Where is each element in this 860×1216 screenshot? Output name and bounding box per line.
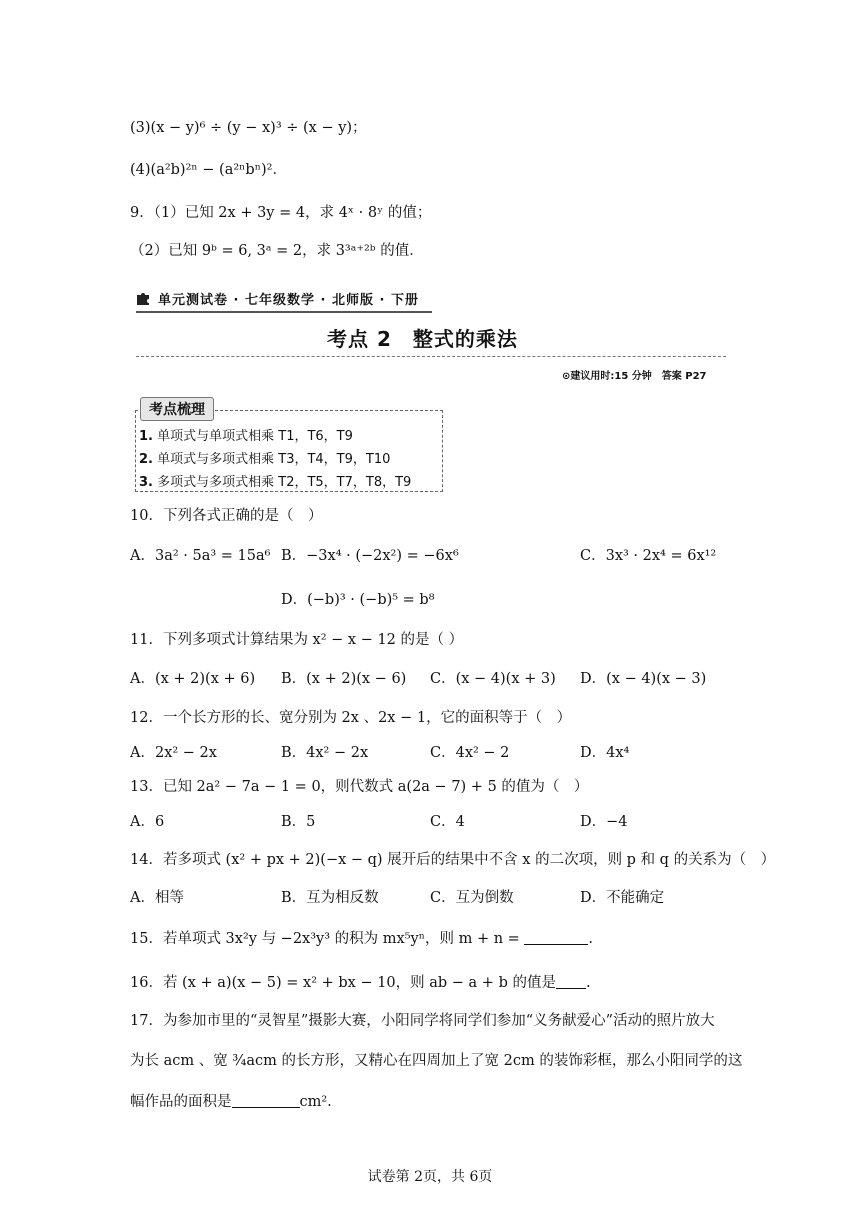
page-footer: 试卷第 2页，共 6页 bbox=[367, 1169, 493, 1185]
q14-option-a: A．相等 bbox=[130, 890, 184, 906]
book-header bbox=[136, 287, 432, 311]
q14-option-c: C．互为倒数 bbox=[430, 890, 514, 906]
q11-option-d: D．(x − 4)(x − 3) bbox=[580, 671, 707, 687]
q8-item-4: (4)(a²b)²ⁿ − (a²ⁿbⁿ)²． bbox=[130, 162, 287, 178]
q17-line-3: 幅作品的面积是 cm². bbox=[130, 1094, 332, 1110]
q16-line: 16．若 (x + a)(x − 5) = x² + bx − 10，则 ab − a + b 的值是 . bbox=[130, 975, 591, 991]
q10-stem: 10．下列各式正确的是（ ） bbox=[130, 508, 323, 524]
q12-option-d: D．4x⁴ bbox=[580, 745, 630, 761]
q14-option-d: D．不能确定 bbox=[580, 890, 665, 906]
q11-stem: 11．下列多项式计算结果为 x² − x − 12 的是（ ） bbox=[130, 632, 464, 648]
summary-item-3: 3. 多项式与多项式相乘 T2，T5，T7，T8，T9 bbox=[139, 475, 412, 490]
q12-option-c: C．4x² − 2 bbox=[430, 745, 510, 761]
q11-option-c: C．(x − 4)(x + 3) bbox=[430, 671, 556, 687]
title-divider bbox=[136, 356, 726, 357]
q12-option-b: B．4x² − 2x bbox=[281, 745, 369, 761]
q13-option-d: D．−4 bbox=[580, 814, 628, 830]
q9-part-1: 9．（1）已知 2x + 3y = 4，求 4ˣ · 8ʸ 的值； bbox=[130, 205, 432, 221]
q15-answer-blank bbox=[524, 930, 588, 945]
q11-option-b: B．(x + 2)(x − 6) bbox=[281, 671, 407, 687]
q17-answer-blank bbox=[232, 1093, 300, 1108]
header-rule bbox=[136, 311, 432, 313]
q12-option-a: A．2x² − 2x bbox=[130, 745, 217, 761]
q14-stem: 14．若多项式 (x² + px + 2)(−x − q) 展开后的结果中不含 x 的二次项，则 p 和 q 的关系为（ ） bbox=[130, 852, 776, 868]
q11-option-a: A．(x + 2)(x + 6) bbox=[130, 671, 256, 687]
q13-option-a: A．6 bbox=[130, 814, 165, 830]
q13-stem: 13．已知 2a² − 7a − 1 = 0，则代数式 a(2a − 7) + 5 的值为（ ） bbox=[130, 779, 589, 795]
q13-option-b: B．5 bbox=[281, 814, 316, 830]
q14-option-b: B．互为相反数 bbox=[281, 890, 379, 906]
q10-option-a: A．3a² · 5a³ = 15a⁶ bbox=[130, 548, 271, 564]
q10-option-c: C．3x³ · 2x⁴ = 6x¹² bbox=[580, 548, 717, 564]
summary-tag: 考点梳理 bbox=[140, 397, 214, 421]
q17-line-2: 为长 acm 、宽 ¾acm 的长方形，又精心在四周加上了宽 2cm 的装饰彩框，那么小阳同学的这 bbox=[130, 1053, 743, 1069]
q17-line-1: 17．为参加市里的“灵智星”摄影大赛，小阳同学将同学们参加“义务献爱心”活动的照片放大 bbox=[130, 1013, 715, 1029]
q9-part-2: （2）已知 9ᵇ = 6, 3ᵃ = 2，求 3³ᵃ⁺²ᵇ 的值． bbox=[130, 243, 424, 259]
q15-line: 15．若单项式 3x²y 与 −2x³y³ 的积为 mx⁵yⁿ，则 m + n = . bbox=[130, 931, 594, 947]
time-answer-meta: ⊙建议用时:15 分钟 答案 P27 bbox=[562, 371, 707, 382]
q12-stem: 12．一个长方形的长、宽分别为 2x 、2x − 1，它的面积等于（ ） bbox=[130, 710, 572, 726]
summary-item-1: 1. 单项式与单项式相乘 T1，T6，T9 bbox=[139, 429, 353, 444]
q16-answer-blank bbox=[556, 974, 586, 989]
puzzle-icon bbox=[136, 290, 152, 306]
q10-option-d: D．(−b)³ · (−b)⁵ = b⁸ bbox=[281, 592, 435, 608]
q10-option-b: B．−3x⁴ · (−2x²) = −6x⁶ bbox=[281, 548, 459, 564]
q13-option-c: C．4 bbox=[430, 814, 465, 830]
summary-item-2: 2. 单项式与多项式相乘 T3，T4，T9，T10 bbox=[139, 452, 391, 467]
q8-item-3: (3)(x − y)⁶ ÷ (y − x)³ ÷ (x − y)； bbox=[130, 120, 367, 136]
section-title: 考点 2 整式的乘法 bbox=[327, 327, 518, 351]
book-header-text: 单元测试卷 · 七年级数学 · 北师版 · 下册 bbox=[158, 293, 419, 308]
